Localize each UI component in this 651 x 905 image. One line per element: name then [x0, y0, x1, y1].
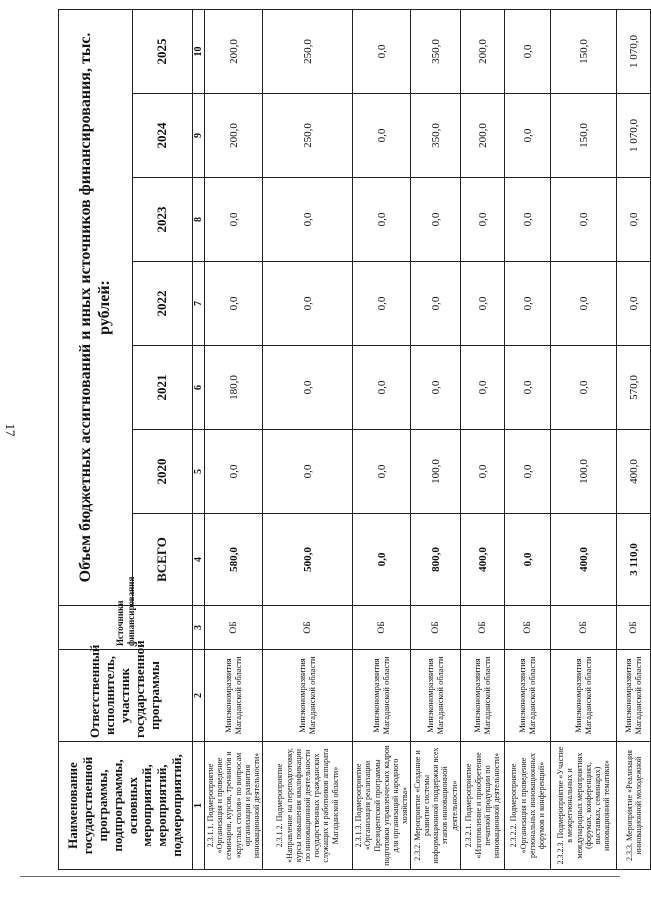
value-2022: 0,0	[551, 262, 617, 346]
row-executor: Минэкономразвития Магаданской области	[263, 650, 353, 742]
value-2020: 0,0	[505, 430, 551, 514]
index-cell: 9	[193, 94, 205, 178]
row-executor: Минэкономразвития Магаданской области	[461, 650, 505, 742]
value-2020: 0,0	[205, 430, 263, 514]
header-year-2021: 2021	[133, 346, 193, 430]
value-2024: 350,0	[411, 94, 461, 178]
page-number: 17	[3, 423, 18, 437]
table-row	[461, 9, 505, 869]
value-2021: 0,0	[411, 346, 461, 430]
value-total: 400,0	[461, 514, 505, 606]
value-2024: 1 070,0	[617, 94, 651, 178]
value-2023: 0,0	[353, 178, 411, 262]
value-2020: 400,0	[617, 430, 651, 514]
value-2025: 350,0	[411, 9, 461, 93]
value-total: 800,0	[411, 514, 461, 606]
table-row	[263, 9, 353, 869]
table-row	[505, 9, 551, 869]
row-executor: Минэкономразвития Магаданской области	[551, 650, 617, 742]
header-name: Наименование государственной программы, подпрограммы, основных мероприятий, мероприятий, подмероприятий,	[59, 742, 193, 870]
table-row	[411, 9, 461, 869]
index-cell: 1	[193, 742, 205, 870]
value-2025: 1 070,0	[617, 9, 651, 93]
value-2025: 0,0	[505, 9, 551, 93]
row-executor: Минэкономразвития Магаданской области	[353, 650, 411, 742]
row-source: ОБ	[551, 606, 617, 650]
row-name: 2.3.1.3. Подмероприятие «Организация реализации Президентской программы подготовки управленческих кадров для организаций народного хозяйства»	[353, 742, 411, 870]
value-total: 3 110,0	[617, 514, 651, 606]
index-cell: 4	[193, 514, 205, 606]
value-2022: 0,0	[617, 262, 651, 346]
value-total: 580,0	[205, 514, 263, 606]
value-2024: 200,0	[461, 94, 505, 178]
row-name: 2.3.1.1. Подмероприятие «Организация и проведение семинаров, курсов, тренингов и «круглых столов» по вопросам организации и развития инновационной деятельности»	[205, 742, 263, 870]
value-2021: 0,0	[505, 346, 551, 430]
index-cell: 7	[193, 262, 205, 346]
value-2023: 0,0	[617, 178, 651, 262]
value-2022: 0,0	[205, 262, 263, 346]
table-row	[617, 9, 651, 869]
header-source: Источники финансирования	[59, 606, 193, 650]
value-2020: 0,0	[461, 430, 505, 514]
index-cell: 3	[193, 606, 205, 650]
row-source: ОБ	[505, 606, 551, 650]
value-2020: 100,0	[411, 430, 461, 514]
index-cell: 10	[193, 9, 205, 93]
row-source: ОБ	[205, 606, 263, 650]
value-2021: 0,0	[353, 346, 411, 430]
value-2021: 570,0	[617, 346, 651, 430]
row-name: 2.3.1.2. Подмероприятие «Направление на переподготовку, курсы повышения квалификации по инновационной деятельности государственных гражданских служащих и работников аппарата Магаданской области»	[263, 742, 353, 870]
row-executor: Минэкономразвития Магаданской области	[205, 650, 263, 742]
header-year-total: ВСЕГО	[133, 514, 193, 606]
value-2020: 100,0	[551, 430, 617, 514]
row-source: ОБ	[353, 606, 411, 650]
value-2020: 0,0	[353, 430, 411, 514]
value-2021: 0,0	[461, 346, 505, 430]
value-2022: 0,0	[411, 262, 461, 346]
table-row	[551, 9, 617, 869]
row-name: 2.3.2.1. Подмероприятие «Изготовление и приобретение печатной продукции по инновационной деятельности»	[461, 742, 505, 870]
row-name: 2.3.3. Мероприятие «Реализация инновационной молодежной	[617, 742, 651, 870]
value-2023: 0,0	[551, 178, 617, 262]
table-row	[353, 9, 411, 869]
value-2021: 0,0	[551, 346, 617, 430]
value-total: 0,0	[353, 514, 411, 606]
value-2021: 180,0	[205, 346, 263, 430]
row-source: ОБ	[263, 606, 353, 650]
value-2023: 0,0	[505, 178, 551, 262]
table-row	[205, 9, 263, 869]
value-2025: 250,0	[263, 9, 353, 93]
value-2024: 0,0	[505, 94, 551, 178]
row-name: 2.3.2. Мероприятие «Создание и развитие системы информационной поддержки всех этапов инновационной деятельности»	[411, 742, 461, 870]
value-total: 500,0	[263, 514, 353, 606]
value-2024: 0,0	[353, 94, 411, 178]
header-year-2025: 2025	[133, 9, 193, 93]
value-2024: 200,0	[205, 94, 263, 178]
index-cell: 5	[193, 430, 205, 514]
value-2022: 0,0	[353, 262, 411, 346]
row-name: 2.3.2.2. Подмероприятие «Организация и проведение региональных инновационных форумов и конференций»	[505, 742, 551, 870]
index-cell: 8	[193, 178, 205, 262]
row-executor: Минэкономразвития Магаданской области	[505, 650, 551, 742]
budget-table	[58, 9, 651, 870]
value-2022: 0,0	[505, 262, 551, 346]
value-2023: 0,0	[461, 178, 505, 262]
value-total: 400,0	[551, 514, 617, 606]
index-cell: 2	[193, 650, 205, 742]
header-funding: Объем бюджетных ассигнований и иных источников финансирования, тыс. рублей:	[59, 9, 133, 605]
value-2022: 0,0	[263, 262, 353, 346]
header-executor: Ответственный исполнитель, участник государственной программы	[59, 650, 193, 742]
header-year-2022: 2022	[133, 262, 193, 346]
index-cell: 6	[193, 346, 205, 430]
value-2021: 0,0	[263, 346, 353, 430]
value-2024: 150,0	[551, 94, 617, 178]
row-name: 2.3.2.3. Подмероприятие «Участие в межрегиональных и международных мероприятиях (форумах, конференциях, выставках, семинарах) инновационной тематики»	[551, 742, 617, 870]
value-2025: 200,0	[461, 9, 505, 93]
value-2023: 0,0	[411, 178, 461, 262]
rotated-table-container	[58, 10, 643, 870]
row-executor: Минэкономразвития Магаданской области	[617, 650, 651, 742]
value-total: 0,0	[505, 514, 551, 606]
row-source: ОБ	[461, 606, 505, 650]
header-year-2023: 2023	[133, 178, 193, 262]
header-year-2024: 2024	[133, 94, 193, 178]
row-source: ОБ	[411, 606, 461, 650]
row-executor: Минэкономразвития Магаданской области	[411, 650, 461, 742]
value-2025: 200,0	[205, 9, 263, 93]
value-2020: 0,0	[263, 430, 353, 514]
row-source: ОБ	[617, 606, 651, 650]
value-2025: 150,0	[551, 9, 617, 93]
value-2025: 0,0	[353, 9, 411, 93]
value-2022: 0,0	[461, 262, 505, 346]
footer-rule	[20, 876, 620, 877]
header-year-2020: 2020	[133, 430, 193, 514]
value-2023: 0,0	[205, 178, 263, 262]
value-2024: 250,0	[263, 94, 353, 178]
value-2023: 0,0	[263, 178, 353, 262]
